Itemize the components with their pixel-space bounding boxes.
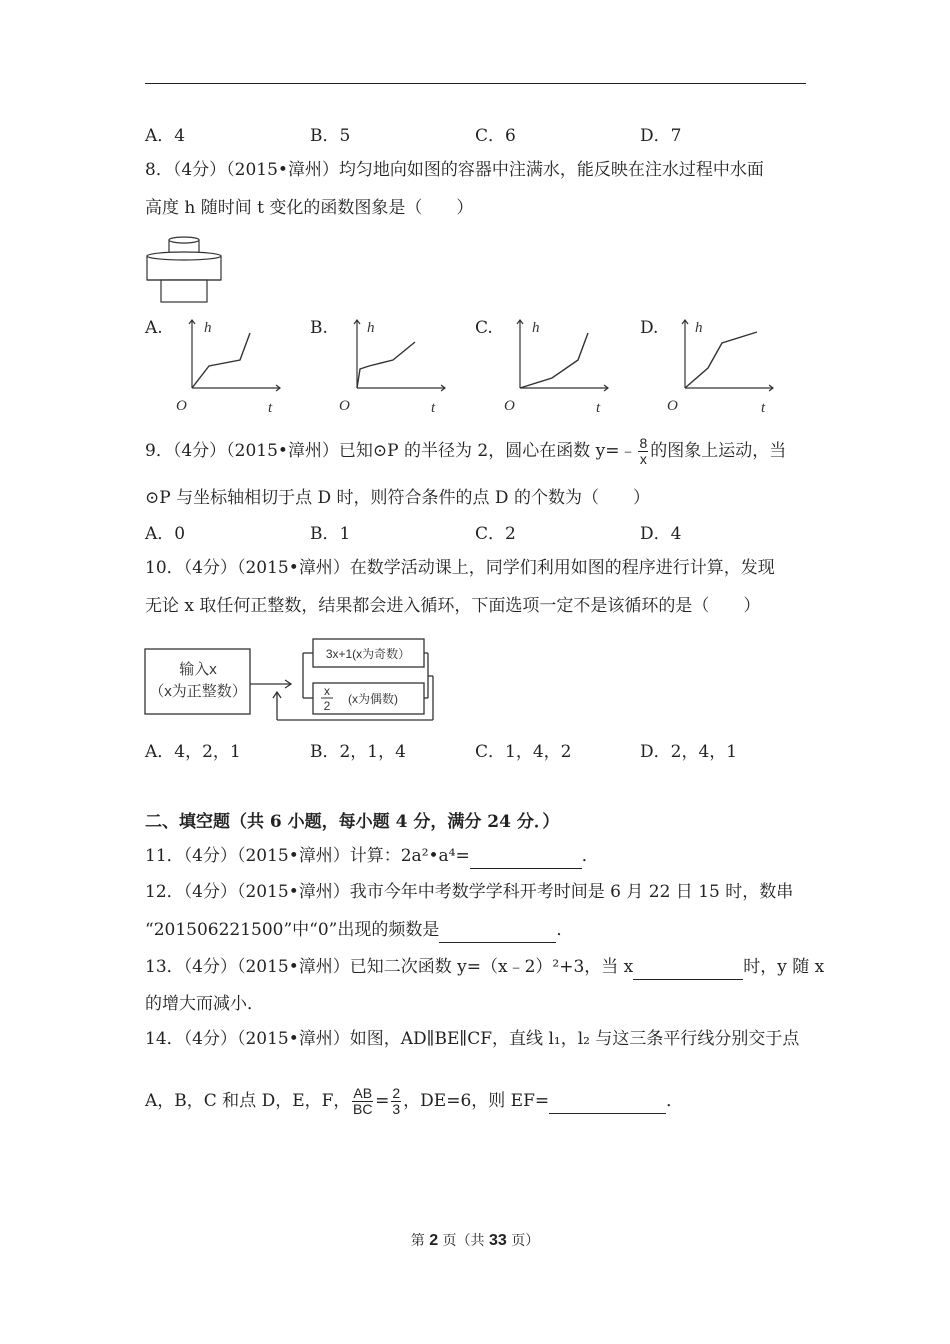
q9-option-c: C．2 (475, 524, 516, 544)
page-total: 33 (489, 1232, 507, 1249)
header-rule (145, 83, 806, 84)
q8-line2: 高度 h 随时间 t 变化的函数图象是（ ） (145, 198, 474, 218)
graph-b (337, 316, 449, 418)
footer-pre: 第 (410, 1233, 430, 1249)
graph-d (665, 316, 777, 418)
q7-option-d: D．7 (640, 126, 682, 146)
q12-answer-blank[interactable] (439, 918, 556, 943)
q14-fraction-2-3 (391, 1086, 401, 1117)
input-box-line2: （x为正整数） (149, 683, 247, 700)
frac-den: 3 (392, 1101, 401, 1117)
axis-t-label: t (431, 400, 436, 416)
q9-line1 (145, 436, 786, 467)
graph-label-d: D. (640, 318, 659, 338)
q10-option-a: A．4，2，1 (145, 742, 241, 762)
q14-text-pre: A，B，C 和点 D，E，F， (145, 1091, 351, 1111)
q9-option-b: B．1 (310, 524, 351, 544)
q12-line1: 12．（4分）（2015•漳州）我市今年中考数学学科开考时间是 6 月 22 日 15 时，数串 (145, 882, 794, 902)
q14-line2 (145, 1086, 683, 1117)
q13-text: 13．（4分）（2015•漳州）已知二次函数 y=（x﹣2）²+3，当 x (145, 957, 634, 977)
q9-fraction (638, 436, 648, 467)
even-frac-num: x (324, 684, 330, 698)
q10-option-c: C．1，4，2 (475, 742, 572, 762)
q10-option-b: B．2，1，4 (310, 742, 406, 762)
q12-end: ． (556, 920, 574, 940)
origin-label: O (504, 398, 515, 414)
q14-end: ． (666, 1091, 684, 1111)
q9-frac-num: 8 (639, 435, 648, 451)
origin-label: O (339, 398, 350, 414)
graph-label-b: B. (310, 318, 328, 338)
q11-end: ． (581, 846, 599, 866)
even-box-text: (x为偶数) (348, 692, 398, 706)
graph-a (172, 316, 284, 418)
q12-text: “201506221500”中“0”出现的频数是 (145, 920, 440, 940)
q13-answer-blank[interactable] (633, 955, 743, 980)
graph-label-c: C. (475, 318, 493, 338)
q12-line2 (145, 918, 573, 943)
axis-h-label: h (204, 320, 212, 336)
q11-line (145, 844, 599, 869)
graph-c (500, 316, 612, 418)
frac-den: BC (353, 1101, 373, 1117)
q14-line1: 14．（4分）（2015•漳州）如图，AD∥BE∥CF，直线 l₁，l₂ 与这三条平行线分别交于点 (145, 1029, 800, 1049)
q9-frac-den: x (639, 451, 647, 467)
q7-option-c: C．6 (475, 126, 516, 146)
frac-num: AB (353, 1085, 373, 1101)
footer-post: 页） (506, 1233, 540, 1249)
input-box-line1: 输入x (179, 661, 217, 678)
q8-line1: 8．（4分）（2015•漳州）均匀地向如图的容器中注满水，能反映在注水过程中水面 (145, 160, 764, 180)
q9-text-pre: 9．（4分）（2015•漳州）已知⊙P 的半径为 2，圆心在函数 y=﹣ (145, 441, 637, 461)
axis-h-label: h (695, 320, 703, 336)
equals-sign: = (375, 1091, 390, 1111)
q13-text-post: 时，y 随 x (743, 957, 825, 977)
origin-label: O (667, 398, 678, 414)
q14-text-post: ，DE=6，则 EF= (403, 1091, 550, 1111)
axis-t-label: t (596, 400, 601, 416)
odd-box-text: 3x+1(x为奇数） (325, 647, 411, 661)
axis-h-label: h (532, 320, 540, 336)
container-figure (145, 235, 225, 307)
q9-text-post: 的图象上运动，当 (650, 441, 787, 461)
q7-option-b: B．5 (310, 126, 351, 146)
q14-fraction-ab-bc (352, 1086, 373, 1117)
flowchart (143, 636, 438, 722)
page-footer (0, 1230, 950, 1250)
q14-answer-blank[interactable] (549, 1089, 666, 1114)
q7-option-a: A．4 (145, 126, 186, 146)
q11-answer-blank[interactable] (470, 844, 582, 869)
q11-text: 11．（4分）（2015•漳州）计算：2a²•a⁴= (145, 846, 470, 866)
axis-t-label: t (761, 400, 766, 416)
q10-line1: 10．（4分）（2015•漳州）在数学活动课上，同学们利用如图的程序进行计算，发现 (145, 558, 775, 578)
q9-option-d: D．4 (640, 524, 682, 544)
q9-option-a: A．0 (145, 524, 186, 544)
origin-label: O (176, 398, 187, 414)
axis-h-label: h (367, 320, 375, 336)
q10-line2: 无论 x 取任何正整数，结果都会进入循环，下面选项一定不是该循环的是（ ） (145, 596, 761, 616)
section-2-heading: 二、填空题（共 6 小题，每小题 4 分，满分 24 分．） (145, 812, 560, 832)
q13-line2: 的增大而减小． (145, 994, 264, 1014)
even-frac-den: 2 (323, 699, 331, 713)
q10-option-d: D．2，4，1 (640, 742, 738, 762)
footer-mid: 页（共 (438, 1233, 489, 1249)
graph-label-a: A. (145, 318, 163, 338)
frac-num: 2 (392, 1085, 401, 1101)
q13-line1 (145, 955, 824, 980)
axis-t-label: t (268, 400, 273, 416)
q9-line2: ⊙P 与坐标轴相切于点 D 时，则符合条件的点 D 的个数为（ ） (145, 488, 650, 508)
page-number: 2 (429, 1232, 439, 1249)
